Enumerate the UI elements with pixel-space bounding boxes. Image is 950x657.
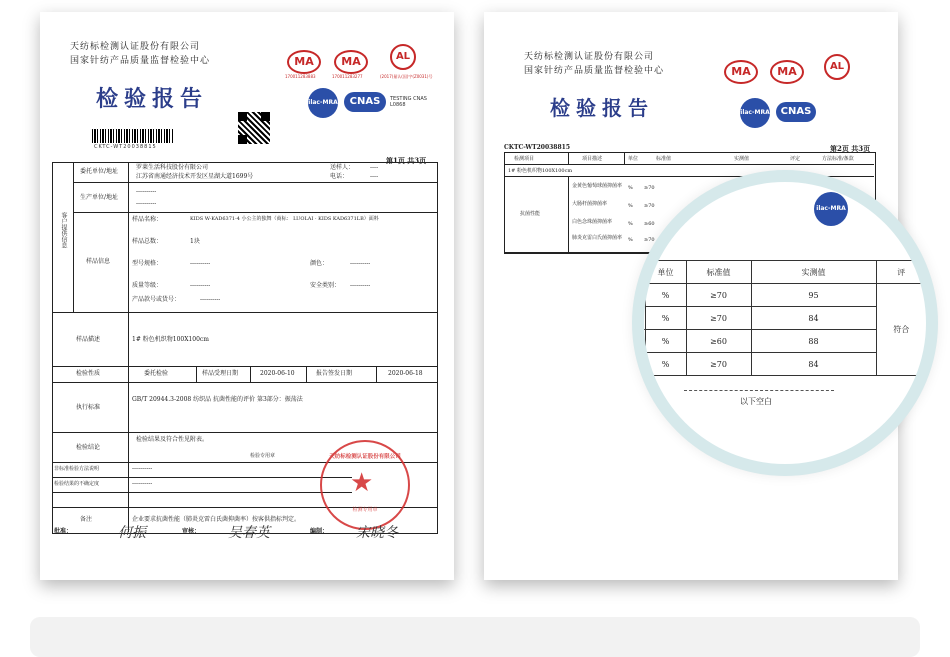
nonstd-label: 非标准检验方法说明 [54,466,100,472]
nature-value: 委托检验 [144,370,169,377]
mag-row-std: ≥70 [686,284,751,307]
std-cell: ≥70 [644,237,655,243]
mag-row-unit: % [645,330,686,353]
cma-number: 170011283883 [285,74,316,79]
center-name: 国家针纺产品质量监督检验中心 [524,66,665,76]
col-header-value: 实测值 [734,156,750,162]
item-ecoli: 大肠杆菌抑菌率 [572,201,608,207]
col-header-item: 检测项目 [514,156,535,162]
magnified-table [632,260,926,376]
phone-value: ---- [370,173,379,180]
report-page-1 [40,12,454,580]
nature-label: 检验性质 [76,370,101,377]
std-cell: ≥70 [644,185,655,191]
sample-info-label: 样品信息 [86,258,111,265]
sample-name-label: 样品名称： [132,216,163,223]
client-value: 罗莱生活科技股份有限公司 [136,164,209,171]
sender-label: 送样人： [330,164,355,171]
safety-label: 安全类别： [310,282,341,289]
cma-seal-icon: MA [287,50,321,74]
cma-seal-icon: MA [770,60,804,84]
col-header-method: 方法标准/条款 [822,156,854,162]
count-label: 样品总数： [132,238,163,245]
safety-value: ---------- [350,282,371,289]
mag-row-std: ≥70 [686,307,751,330]
grade-value: ---------- [190,282,211,289]
mag-header-unit: 单位 [645,261,686,284]
item-candida: 白色念珠菌抑菌率 [572,219,613,225]
item-staph: 金黄色葡萄球菌抑菌率 [572,183,623,189]
mag-row-value: 88 [751,330,876,353]
report-number: CKTC-WT20038815 [504,144,570,151]
barcode-icon [92,129,174,143]
review-signature: 吴春英 [228,525,270,541]
mag-row-value: 95 [751,284,876,307]
report-title: 检验报告 [550,96,654,120]
std-cell: ≥60 [644,221,655,227]
sample-desc-label: 样品描述 [76,336,101,343]
blank-below-text: 以下空白 [740,397,772,406]
received-value: 2020-06-10 [260,370,295,377]
col-header-verdict: 评定 [790,156,801,162]
mag-header-std: 标准值 [686,261,751,284]
mag-row-left: 率 [632,330,645,353]
col-header-desc: 项目描述 [582,156,603,162]
ilac-mra-logo-icon: ilac-MRA [740,98,770,128]
seal-text: 天纺标检测认证股份有限公司 [329,454,401,460]
std-cell: ≥70 [644,203,655,209]
item-kpneumoniae: 肺炎克雷白氏菌抑菌率 [572,235,623,241]
page-number: 第1页 共3页 [386,156,427,165]
cma-seal-icon: MA [724,60,758,84]
mag-row-value: 84 [751,307,876,330]
mag-row-left: 率 [632,353,645,376]
color-value: ---------- [350,260,371,267]
org-name: 天纺标检测认证股份有限公司 [524,52,655,62]
company-red-seal-icon [320,440,410,530]
uncertainty-label: 检验结果的不确定度 [54,481,100,487]
mag-cell [632,261,645,284]
org-name: 天纺标检测认证股份有限公司 [70,42,201,52]
edit-label: 编制： [310,528,329,535]
client-address: 江苏省南通经济技术开发区星湖大道1699号 [136,173,254,180]
cma-seal-icon: MA [334,50,368,74]
cal-seal-icon: AL [824,54,850,80]
grade-label: 质量等级： [132,282,163,289]
model-label: 型号规格： [132,260,163,267]
model-value: ---------- [190,260,211,267]
color-label: 颜色： [310,260,329,267]
cnas-logo-icon: CNAS [344,92,386,112]
standard-value: GB/T 20944.3-2008 纺织品 抗菌性能的评价 第3部分：振荡法 [132,396,303,403]
cma-number: 170011283277 [332,74,363,79]
qr-code-icon [238,112,270,144]
producer-value: ---------- [136,188,157,195]
unit-cell: % [628,185,633,191]
review-label: 审核： [182,528,201,535]
sample-row: 1# 粉色机织物100X100cm [508,168,573,174]
col-header-std: 标准值 [656,156,672,162]
unit-cell: % [628,237,633,243]
center-name: 国家针纺产品质量监督检验中心 [70,56,211,66]
edit-signature: 宋晓冬 [356,525,398,541]
unit-cell: % [628,203,633,209]
mag-row-std: ≥60 [686,330,751,353]
mag-row-unit: % [645,307,686,330]
sample-desc-value: 1# 粉色机织物100X100cm [132,336,209,343]
producer-label: 生产单位/地址 [80,194,119,201]
mag-row-value: 84 [751,353,876,376]
ilac-mra-logo-icon: ilac-MRA [814,192,848,226]
customer-info-side-label: 客户提供信息 [60,212,67,248]
unit-cell: % [628,221,633,227]
mag-row-unit: % [645,353,686,376]
sender-value: ---- [370,164,379,171]
mag-row-left: 率 [632,307,645,330]
approve-signature: 何振 [118,525,146,541]
conclusion-label: 检验结论 [76,444,101,451]
ilac-mra-logo-icon: ilac-MRA [308,88,338,118]
product-no-value: ---------- [200,296,221,303]
received-label: 样品受理日期 [202,370,239,377]
approve-label: 批准： [54,528,73,535]
standard-label: 执行标准 [76,404,101,411]
mag-header-verdict: 评 [876,261,926,284]
col-header-unit: 单位 [628,156,639,162]
mag-verdict: 符合 [876,284,926,376]
mag-header-value: 实测值 [751,261,876,284]
remark-label: 备注 [80,516,93,523]
cnas-logo-icon: CNAS [776,102,816,122]
stamp-caption: 检验专用章 [250,453,276,459]
cnas-caption: TESTING CNAS L0868 [390,96,427,108]
mag-row-unit: % [645,284,686,307]
nonstd-value: ---------- [132,465,153,472]
issued-label: 报告签发日期 [316,370,353,377]
cal-seal-icon: AL [390,44,416,70]
mag-row-left: 抑 [632,284,645,307]
remark-value: 企业要求抗菌性能（肺炎克雷白氏菌抑菌率）按客供指标判定。 [132,516,301,523]
issued-value: 2020-06-18 [388,370,423,377]
sample-name-value: KIDS W-KAD6371-4 小公主的独舞（商标： LUOLAI · KIDS KAD6371LB）面料 [190,216,379,222]
divider [684,390,834,391]
page-number: 第2页 共3页 [830,144,871,153]
uncertainty-value: ---------- [132,480,153,487]
mag-row-std: ≥70 [686,353,751,376]
cal-number: (2017)量认(国)字(Z0031)号 [380,74,433,79]
report-page-2 [484,12,910,580]
conclusion-value: 检验结果及符合性见附表。 [136,436,209,443]
report-title: 检验报告 [96,86,209,112]
item-label: 抗菌性能 [520,211,541,217]
star-icon: ★ [350,468,374,498]
client-label: 委托单位/地址 [80,168,119,175]
phone-label: 电话： [330,173,349,180]
count-value: 1块 [190,238,200,245]
barcode-text: CKTC-WT20038815 [94,144,157,150]
bottom-bar [30,617,920,657]
product-no-label: 产品款号或货号： [132,296,181,303]
producer-address: ---------- [136,200,157,207]
seal-subtext: 检测专用章 [352,507,378,513]
magnifier-lens [632,170,938,476]
